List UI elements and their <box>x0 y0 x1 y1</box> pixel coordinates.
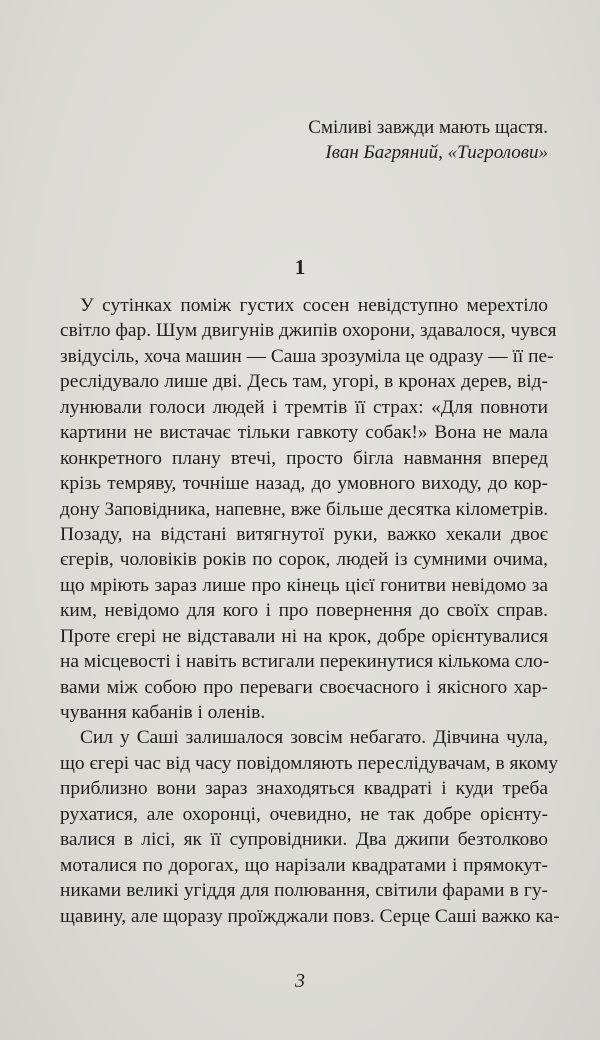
text-line: ким, невідомо для кого і про повернення до своїх справ. <box>60 600 548 622</box>
text-line: приблизно вони зараз знаходяться квадраті і куди треба <box>60 778 548 800</box>
text-line: реслідувало лише дві. Десь там, угорі, в кронах дерев, від- <box>60 371 548 393</box>
paragraph <box>60 725 560 929</box>
text-line: що єгері час від часу повідомляють переслідувачам, в якому <box>60 752 559 774</box>
text-line: У сутінках поміж густих сосен невідступно мерехтіло <box>80 295 548 316</box>
text-line: рухатися, але охоронці, очевидно, не так добре орієнту- <box>60 803 548 825</box>
epigraph <box>308 115 548 165</box>
text-line: на місцевості і навіть встигали перекинутися кількома сло- <box>60 651 550 673</box>
body-text <box>60 293 560 929</box>
text-line: валися в лісі, як її супровідники. Два джипи безтолково <box>60 829 548 851</box>
paragraph <box>60 293 557 725</box>
text-line: конкретного плану втечі, просто бігла навмання вперед <box>60 447 548 469</box>
text-line: Сил у Саші залишалося зовсім небагато. Дівчина чула, <box>80 727 548 749</box>
text-line: світло фар. Шум двигунів джипів охорони, здавалося, чувся <box>60 320 557 342</box>
text-line: щавину, але щоразу проїжджали повз. Серце Саші важко ка- <box>60 905 560 927</box>
text-line: крізь темряву, точніше назад, до умовного виходу, до кор- <box>60 473 548 495</box>
text-line: звідусіль, хоча машин — Саша зрозуміла це одразу — її пе- <box>60 345 554 367</box>
text-line: дону Заповідника, напевне, вже більше десятка кілометрів. <box>60 498 549 520</box>
chapter-number: 1 <box>294 255 306 279</box>
text-line: що мріють зараз лише про кінець цієї гонитви невідомо за <box>60 574 548 596</box>
text-line: моталися по дорогах, що нарізали квадратами і прямокут- <box>60 854 548 876</box>
text-line: лунювали голоси людей і тремтів її страх: «Для повноти <box>60 396 548 418</box>
text-line: картини не вистачає тільки гавкоту собак!» Вона не мала <box>60 422 548 444</box>
text-line: Позаду, на відстані витягнутої руки, важко хекали двоє <box>60 523 548 545</box>
text-line: єгерів, чоловіків років по сорок, людей із сумними очима, <box>60 549 548 571</box>
page-number: 3 <box>295 970 305 992</box>
epigraph-quote: Сміливі завжди мають щастя. <box>308 117 548 138</box>
text-line: чування кабанів і оленів. <box>60 702 266 723</box>
text-line: вами між собою про переваги своєчасного і якісного хар- <box>60 676 548 698</box>
text-line: Проте єгері не відставали ні на крок, добре орієнтувалися <box>60 625 548 647</box>
epigraph-author: Іван Багряний, «Тигролови» <box>325 142 548 163</box>
text-line: никами великі угіддя для полювання, світили фарами в гу- <box>60 880 548 902</box>
